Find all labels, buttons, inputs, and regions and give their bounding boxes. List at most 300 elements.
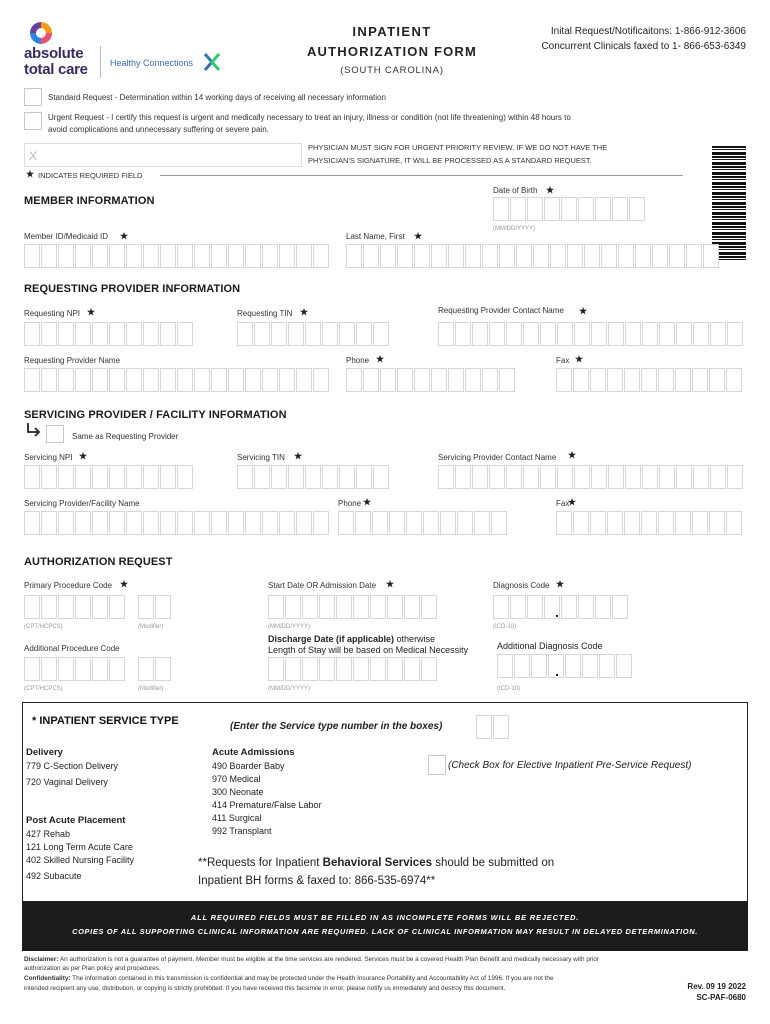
servicing-tin-input[interactable] (237, 465, 389, 489)
authorization-section-heading: AUTHORIZATION REQUEST (24, 556, 173, 568)
input-cell[interactable] (109, 465, 125, 489)
input-cell[interactable] (75, 595, 91, 619)
input-cell[interactable] (262, 368, 278, 392)
input-cell[interactable] (211, 368, 227, 392)
input-cell[interactable] (322, 465, 338, 489)
input-cell[interactable] (58, 657, 74, 681)
input-cell[interactable] (24, 465, 40, 489)
input-cell[interactable] (557, 322, 573, 346)
input-cell[interactable] (533, 244, 549, 268)
input-cell[interactable] (24, 595, 40, 619)
input-cell[interactable] (24, 244, 40, 268)
input-cell[interactable] (268, 595, 284, 619)
input-cell[interactable] (550, 244, 566, 268)
input-cell[interactable] (531, 654, 547, 678)
input-cell[interactable] (160, 465, 176, 489)
diagnosis-code-input[interactable] (493, 595, 628, 619)
input-cell[interactable] (692, 368, 708, 392)
requesting-phone-label: Phone (346, 356, 370, 365)
servicing-phone-input[interactable] (338, 511, 507, 535)
input-cell[interactable] (472, 465, 488, 489)
input-cell[interactable] (693, 465, 709, 489)
input-cell[interactable] (24, 322, 40, 346)
input-cell[interactable] (313, 511, 329, 535)
input-cell[interactable] (75, 322, 91, 346)
input-cell[interactable] (635, 244, 651, 268)
input-cell[interactable] (506, 322, 522, 346)
input-cell[interactable] (612, 595, 628, 619)
input-cell[interactable] (582, 654, 598, 678)
input-cell[interactable] (126, 244, 142, 268)
arrow-return-icon (26, 423, 42, 437)
input-cell[interactable] (228, 511, 244, 535)
input-cell[interactable] (194, 368, 210, 392)
input-cell[interactable] (510, 197, 526, 221)
required-star-icon: ★ (414, 231, 423, 241)
input-cell[interactable] (155, 595, 171, 619)
input-cell[interactable] (92, 465, 108, 489)
input-cell[interactable] (346, 368, 362, 392)
input-cell[interactable] (641, 511, 657, 535)
input-cell[interactable] (75, 511, 91, 535)
input-cell[interactable] (143, 244, 159, 268)
input-cell[interactable] (438, 322, 454, 346)
input-cell[interactable] (24, 657, 40, 681)
input-cell[interactable] (595, 197, 611, 221)
input-cell[interactable] (514, 654, 530, 678)
input-cell[interactable] (346, 244, 362, 268)
input-cell[interactable] (573, 511, 589, 535)
input-cell[interactable] (438, 465, 454, 489)
input-cell[interactable] (160, 368, 176, 392)
input-cell[interactable] (659, 465, 675, 489)
additional-diagnosis-input[interactable] (497, 654, 632, 678)
input-cell[interactable] (440, 511, 456, 535)
input-cell[interactable] (41, 368, 57, 392)
input-cell[interactable] (693, 322, 709, 346)
requesting-tin-label: Requesting TIN (237, 309, 293, 318)
input-cell[interactable] (322, 322, 338, 346)
input-cell[interactable] (109, 244, 125, 268)
input-cell[interactable] (319, 595, 335, 619)
input-cell[interactable] (557, 465, 573, 489)
input-cell[interactable] (544, 197, 560, 221)
input-cell[interactable] (578, 595, 594, 619)
requesting-phone-input[interactable] (346, 368, 515, 392)
input-cell[interactable] (493, 197, 509, 221)
input-cell[interactable] (155, 657, 171, 681)
input-cell[interactable] (584, 244, 600, 268)
input-cell[interactable] (573, 368, 589, 392)
contact-line-1: Inital Request/Notificaitons: 1-866-912-3606 (550, 26, 746, 37)
input-cell[interactable] (599, 654, 615, 678)
input-cell[interactable] (448, 244, 464, 268)
input-cell[interactable] (126, 368, 142, 392)
input-cell[interactable] (567, 244, 583, 268)
input-cell[interactable] (313, 368, 329, 392)
input-cell[interactable] (465, 244, 481, 268)
input-cell[interactable] (591, 465, 607, 489)
input-cell[interactable] (24, 368, 40, 392)
input-cell[interactable] (421, 595, 437, 619)
additional-procedure-input[interactable] (24, 657, 125, 681)
input-cell[interactable] (601, 244, 617, 268)
input-cell[interactable] (75, 657, 91, 681)
input-cell[interactable] (245, 368, 261, 392)
input-cell[interactable] (109, 511, 125, 535)
input-cell[interactable] (491, 511, 507, 535)
input-cell[interactable] (414, 368, 430, 392)
input-cell[interactable] (561, 197, 577, 221)
input-cell[interactable] (211, 511, 227, 535)
input-cell[interactable] (302, 595, 318, 619)
input-cell[interactable] (404, 595, 420, 619)
input-cell[interactable] (710, 322, 726, 346)
input-cell[interactable] (75, 244, 91, 268)
input-cell[interactable] (305, 322, 321, 346)
input-cell[interactable] (658, 368, 674, 392)
input-cell[interactable] (160, 322, 176, 346)
input-cell[interactable] (228, 244, 244, 268)
input-cell[interactable] (431, 244, 447, 268)
input-cell[interactable] (302, 657, 318, 681)
input-cell[interactable] (710, 465, 726, 489)
input-cell[interactable] (24, 511, 40, 535)
input-cell[interactable] (160, 244, 176, 268)
input-cell[interactable] (370, 657, 386, 681)
input-cell[interactable] (676, 322, 692, 346)
requesting-name-input[interactable] (24, 368, 329, 392)
input-cell[interactable] (574, 465, 590, 489)
input-cell[interactable] (380, 244, 396, 268)
acute-admissions-heading: Acute Admissions (212, 747, 295, 758)
input-cell[interactable] (271, 322, 287, 346)
input-cell[interactable] (262, 511, 278, 535)
icd-hint: (ICD-10) (493, 624, 517, 630)
input-cell[interactable] (336, 657, 352, 681)
input-cell[interactable] (608, 465, 624, 489)
input-cell[interactable] (423, 511, 439, 535)
input-cell[interactable] (726, 511, 742, 535)
input-cell[interactable] (237, 322, 253, 346)
input-cell[interactable] (389, 511, 405, 535)
input-cell[interactable] (493, 595, 509, 619)
input-cell[interactable] (527, 595, 543, 619)
input-cell[interactable] (709, 511, 725, 535)
input-cell[interactable] (177, 244, 193, 268)
input-cell[interactable] (457, 511, 473, 535)
primary-modifier-input[interactable] (138, 595, 171, 619)
input-cell[interactable] (138, 657, 154, 681)
input-cell[interactable] (160, 511, 176, 535)
input-cell[interactable] (380, 368, 396, 392)
input-cell[interactable] (476, 715, 492, 739)
input-cell[interactable] (92, 322, 108, 346)
disclaimer-text-2: authorization as per Plan policy and procedures. (24, 965, 161, 972)
input-cell[interactable] (726, 368, 742, 392)
input-cell[interactable] (245, 244, 261, 268)
input-cell[interactable] (194, 244, 210, 268)
input-cell[interactable] (686, 244, 702, 268)
input-cell[interactable] (262, 244, 278, 268)
input-cell[interactable] (177, 511, 193, 535)
input-cell[interactable] (58, 595, 74, 619)
input-cell[interactable] (92, 368, 108, 392)
service-type-instruction: (Enter the Service type number in the boxes) (230, 721, 443, 732)
input-cell[interactable] (254, 465, 270, 489)
input-cell[interactable] (126, 322, 142, 346)
input-cell[interactable] (355, 511, 371, 535)
input-cell[interactable] (353, 657, 369, 681)
input-cell[interactable] (285, 657, 301, 681)
input-cell[interactable] (75, 465, 91, 489)
input-cell[interactable] (126, 465, 142, 489)
input-cell[interactable] (279, 511, 295, 535)
input-cell[interactable] (624, 511, 640, 535)
required-star-icon: ★ (568, 450, 577, 460)
required-star-icon: ★ (568, 497, 577, 507)
input-cell[interactable] (126, 511, 142, 535)
input-cell[interactable] (177, 322, 193, 346)
member-name-input[interactable] (346, 244, 719, 268)
input-cell[interactable] (143, 322, 159, 346)
servicing-contact-input[interactable] (438, 465, 743, 489)
input-cell[interactable] (595, 595, 611, 619)
input-cell[interactable] (523, 465, 539, 489)
servicing-npi-input[interactable] (24, 465, 193, 489)
input-cell[interactable] (58, 511, 74, 535)
input-cell[interactable] (431, 368, 447, 392)
input-cell[interactable] (41, 511, 57, 535)
input-cell[interactable] (624, 368, 640, 392)
input-cell[interactable] (561, 595, 577, 619)
input-cell[interactable] (590, 368, 606, 392)
requesting-contact-input[interactable] (438, 322, 743, 346)
input-cell[interactable] (629, 197, 645, 221)
input-cell[interactable] (703, 244, 719, 268)
standard-request-checkbox[interactable] (24, 88, 42, 106)
input-cell[interactable] (493, 715, 509, 739)
input-cell[interactable] (574, 322, 590, 346)
discharge-date-input[interactable] (268, 657, 437, 681)
same-as-requesting-checkbox[interactable] (46, 425, 64, 443)
servicing-name-input[interactable] (24, 511, 329, 535)
requesting-tin-input[interactable] (237, 322, 389, 346)
input-cell[interactable] (58, 244, 74, 268)
input-cell[interactable] (370, 595, 386, 619)
primary-procedure-input[interactable] (24, 595, 125, 619)
requesting-fax-input[interactable] (556, 368, 742, 392)
input-cell[interactable] (625, 322, 641, 346)
input-cell[interactable] (313, 244, 329, 268)
input-cell[interactable] (138, 595, 154, 619)
input-cell[interactable] (237, 465, 253, 489)
service-type-number-input[interactable] (476, 715, 509, 739)
decimal-point (556, 674, 558, 676)
input-cell[interactable] (455, 465, 471, 489)
input-cell[interactable] (363, 368, 379, 392)
input-cell[interactable] (397, 368, 413, 392)
input-cell[interactable] (669, 244, 685, 268)
input-cell[interactable] (421, 657, 437, 681)
input-cell[interactable] (254, 322, 270, 346)
input-cell[interactable] (92, 244, 108, 268)
input-cell[interactable] (709, 368, 725, 392)
input-cell[interactable] (404, 657, 420, 681)
input-cell[interactable] (616, 654, 632, 678)
input-cell[interactable] (285, 595, 301, 619)
input-cell[interactable] (372, 511, 388, 535)
input-cell[interactable] (41, 595, 57, 619)
dob-input[interactable] (493, 197, 645, 221)
input-cell[interactable] (228, 368, 244, 392)
input-cell[interactable] (489, 465, 505, 489)
input-cell[interactable] (211, 244, 227, 268)
input-cell[interactable] (58, 322, 74, 346)
input-cell[interactable] (41, 322, 57, 346)
input-cell[interactable] (590, 511, 606, 535)
input-cell[interactable] (556, 511, 572, 535)
input-cell[interactable] (727, 465, 743, 489)
physician-signature-field[interactable] (24, 143, 302, 167)
input-cell[interactable] (41, 657, 57, 681)
input-cell[interactable] (499, 244, 515, 268)
input-cell[interactable] (387, 595, 403, 619)
input-cell[interactable] (591, 322, 607, 346)
input-cell[interactable] (506, 465, 522, 489)
input-cell[interactable] (279, 244, 295, 268)
input-cell[interactable] (642, 322, 658, 346)
additional-modifier-input[interactable] (138, 657, 171, 681)
input-cell[interactable] (353, 595, 369, 619)
input-cell[interactable] (339, 322, 355, 346)
input-cell[interactable] (472, 322, 488, 346)
input-cell[interactable] (338, 511, 354, 535)
input-cell[interactable] (676, 465, 692, 489)
input-cell[interactable] (641, 368, 657, 392)
input-cell[interactable] (92, 657, 108, 681)
input-cell[interactable] (608, 322, 624, 346)
input-cell[interactable] (109, 595, 125, 619)
input-cell[interactable] (565, 654, 581, 678)
servicing-name-label: Servicing Provider/Facility Name (24, 499, 140, 508)
input-cell[interactable] (387, 657, 403, 681)
input-cell[interactable] (92, 511, 108, 535)
input-cell[interactable] (288, 465, 304, 489)
input-cell[interactable] (414, 244, 430, 268)
member-id-input[interactable] (24, 244, 329, 268)
input-cell[interactable] (75, 368, 91, 392)
input-cell[interactable] (652, 244, 668, 268)
input-cell[interactable] (642, 465, 658, 489)
input-cell[interactable] (319, 657, 335, 681)
input-cell[interactable] (658, 511, 674, 535)
input-cell[interactable] (58, 465, 74, 489)
input-cell[interactable] (41, 465, 57, 489)
servicing-phone-label: Phone (338, 499, 362, 508)
input-cell[interactable] (109, 368, 125, 392)
absolute-total-care-logo (24, 20, 104, 82)
input-cell[interactable] (58, 368, 74, 392)
input-cell[interactable] (245, 511, 261, 535)
input-cell[interactable] (177, 368, 193, 392)
input-cell[interactable] (296, 368, 312, 392)
input-cell[interactable] (482, 368, 498, 392)
input-cell[interactable] (474, 511, 490, 535)
input-cell[interactable] (523, 322, 539, 346)
input-cell[interactable] (510, 595, 526, 619)
input-cell[interactable] (363, 244, 379, 268)
input-cell[interactable] (659, 322, 675, 346)
input-cell[interactable] (482, 244, 498, 268)
input-cell[interactable] (296, 511, 312, 535)
input-cell[interactable] (540, 465, 556, 489)
input-cell[interactable] (612, 197, 628, 221)
input-cell[interactable] (556, 368, 572, 392)
input-cell[interactable] (41, 244, 57, 268)
input-cell[interactable] (109, 657, 125, 681)
input-cell[interactable] (406, 511, 422, 535)
input-cell[interactable] (109, 322, 125, 346)
input-cell[interactable] (489, 322, 505, 346)
input-cell[interactable] (305, 465, 321, 489)
input-cell[interactable] (356, 465, 372, 489)
input-cell[interactable] (194, 511, 210, 535)
input-cell[interactable] (727, 322, 743, 346)
input-cell[interactable] (540, 322, 556, 346)
input-cell[interactable] (499, 368, 515, 392)
input-cell[interactable] (497, 654, 513, 678)
healthy-connections-star-icon (203, 52, 221, 72)
input-cell[interactable] (607, 511, 623, 535)
start-date-input[interactable] (268, 595, 437, 619)
input-cell[interactable] (268, 657, 284, 681)
input-cell[interactable] (339, 465, 355, 489)
input-cell[interactable] (373, 322, 389, 346)
input-cell[interactable] (625, 465, 641, 489)
servicing-fax-input[interactable] (556, 511, 742, 535)
input-cell[interactable] (618, 244, 634, 268)
input-cell[interactable] (296, 244, 312, 268)
input-cell[interactable] (578, 197, 594, 221)
input-cell[interactable] (92, 595, 108, 619)
input-cell[interactable] (692, 511, 708, 535)
input-cell[interactable] (177, 465, 193, 489)
input-cell[interactable] (397, 244, 413, 268)
input-cell[interactable] (455, 322, 471, 346)
input-cell[interactable] (675, 511, 691, 535)
input-cell[interactable] (356, 322, 372, 346)
input-cell[interactable] (448, 368, 464, 392)
input-cell[interactable] (607, 368, 623, 392)
input-cell[interactable] (675, 368, 691, 392)
input-cell[interactable] (527, 197, 543, 221)
modifier-hint: (Modifier) (138, 624, 164, 630)
input-cell[interactable] (279, 368, 295, 392)
elective-preservice-checkbox[interactable] (428, 755, 446, 775)
input-cell[interactable] (271, 465, 287, 489)
input-cell[interactable] (143, 368, 159, 392)
input-cell[interactable] (143, 511, 159, 535)
input-cell[interactable] (288, 322, 304, 346)
input-cell[interactable] (143, 465, 159, 489)
input-cell[interactable] (465, 368, 481, 392)
input-cell[interactable] (373, 465, 389, 489)
urgent-request-checkbox[interactable] (24, 112, 42, 130)
requesting-npi-input[interactable] (24, 322, 193, 346)
input-cell[interactable] (516, 244, 532, 268)
input-cell[interactable] (336, 595, 352, 619)
